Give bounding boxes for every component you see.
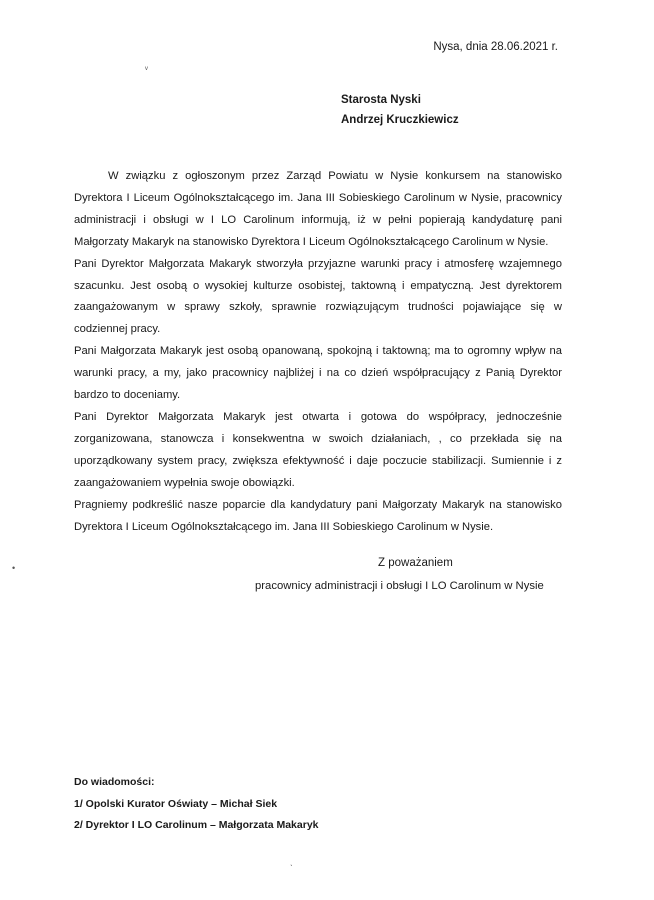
cc-item: 1/ Opolski Kurator Oświaty – Michał Siek	[74, 798, 278, 810]
place-date: Nysa, dnia 28.06.2021 r.	[433, 41, 558, 53]
addressee-block	[341, 90, 459, 130]
signature-line: pracownicy administracji i obsługi I LO Carolinum w Nysie	[255, 580, 544, 592]
paragraph-5: Pragniemy podkreślić nasze poparcie dla kandydatury pani Małgorzaty Makaryk na stanowisko Dyrektora I Liceum Ogólnokształcącego im. Jana III Sobieskiego Carolinum w Nysie.	[74, 498, 562, 533]
paragraph-3: Pani Małgorzata Makaryk jest osobą opanowaną, spokojną i taktowną; ma to ogromny wpływ na warunki pracy, a my, jako pracownicy najbliżej i na co dzień współpracujący z Panią Dyrektor bardzo to doceniamy.	[74, 345, 562, 402]
cc-list	[74, 794, 319, 836]
cc-title: Do wiadomości:	[74, 776, 155, 788]
scan-speck: ᵛ	[145, 64, 148, 74]
scan-speck: •	[12, 563, 16, 573]
paragraph-1: W związku z ogłoszonym przez Zarząd Powiatu w Nysie konkursem na stanowisko Dyrektora I Liceum Ogólnokształcącego im. Jana III Sobieskiego Carolinum w Nysie, pracownicy administracji i obsługi w I LO Carolinum informują, iż w pełni popierają kandydaturę pani Małgorzaty Makaryk na stanowisko Dyrektora I Liceum Ogólnokształcącego Carolinum w Nysie.	[74, 170, 562, 248]
addressee-name: Andrzej Kruczkiewicz	[341, 114, 459, 126]
addressee-title: Starosta Nyski	[341, 94, 421, 106]
paragraph-4: Pani Dyrektor Małgorzata Makaryk jest otwarta i gotowa do współpracy, jednocześnie zorganizowana, stanowcza i konsekwentna w swoich działaniach, , co przekłada się na uporządkowany system pracy, zwiększa efektywność i daje poczucie stabilizacji. Sumiennie i z zaangażowaniem wypełnia swoje obowiązki.	[74, 410, 562, 489]
closing-regards: Z poważaniem	[378, 557, 453, 569]
cc-item: 2/ Dyrektor I LO Carolinum – Małgorzata Makaryk	[74, 819, 319, 831]
scan-speck: ˎ	[290, 856, 293, 866]
paragraph-2: Pani Dyrektor Małgorzata Makaryk stworzyła przyjazne warunki pracy i atmosferę wzajemnego szacunku. Jest osobą o wysokiej kulturze osobistej, taktowną i empatyczną. Jest dyrektorem zaangażowanym w sprawy szkoły, sprawnie rozwiązującym trudności pojawiające się w codziennej pracy.	[74, 257, 562, 336]
letter-body	[74, 166, 562, 538]
